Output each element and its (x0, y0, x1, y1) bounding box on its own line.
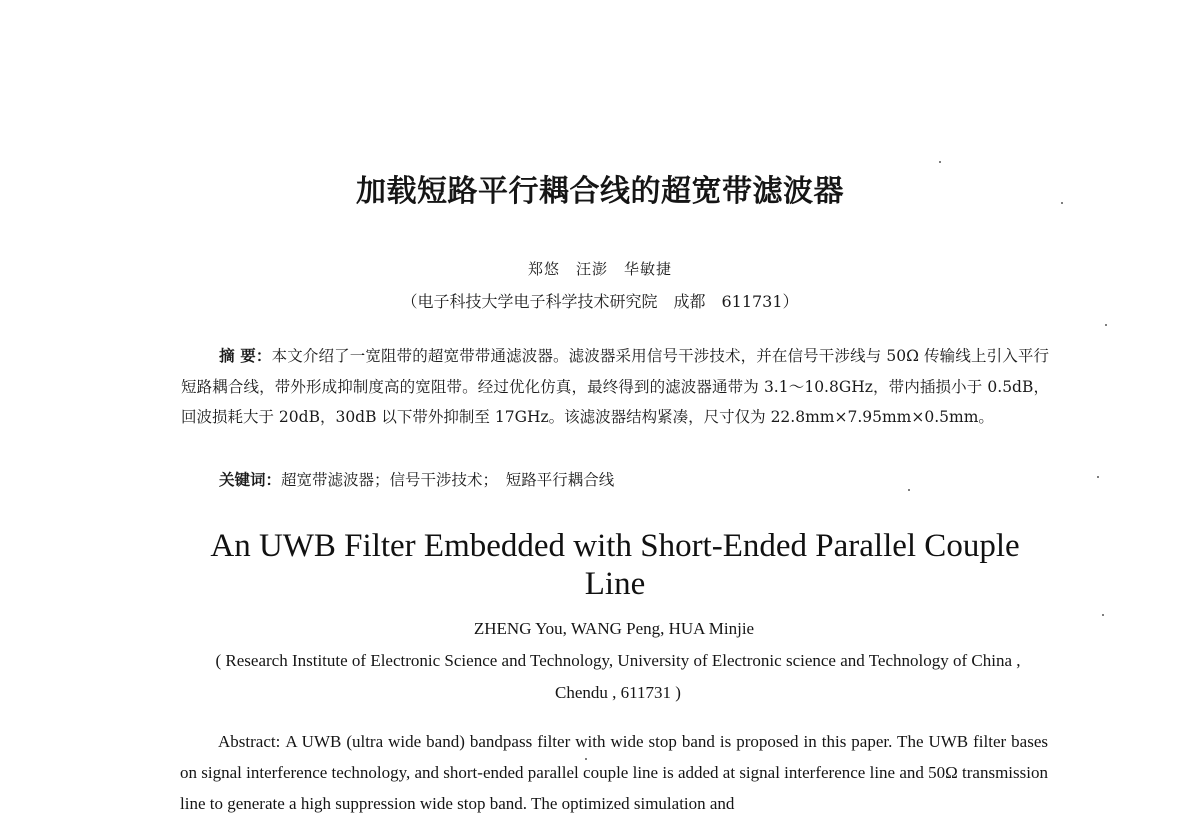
scan-speck (585, 758, 587, 760)
english-affiliation: ( Research Institute of Electronic Science and Technology, University of Electronic science and Technology of China , Chendu , 611731 ) (215, 651, 1021, 702)
chinese-abstract-label: 摘 要： (219, 347, 272, 365)
chinese-authors: 郑悠 汪澎 华敏捷 (527, 260, 672, 278)
chinese-title: 加载短路平行耦合线的超宽带滤波器 (356, 174, 844, 209)
english-title: An UWB Filter Embedded with Short-Ended Parallel Couple Line (210, 528, 1020, 602)
chinese-keywords-text: 超宽带滤波器；信号干涉技术； 短路平行耦合线 (281, 471, 615, 489)
chinese-abstract (181, 341, 1049, 433)
chinese-affiliation: （电子科技大学电子科学技术研究院 成都 611731） (401, 292, 799, 311)
english-authors: ZHENG You, WANG Peng, HUA Minjie (473, 619, 755, 638)
english-abstract-text: A UWB (ultra wide band) bandpass filter with wide stop band is proposed in this paper. The UWB filter bases on signal interference technology, and short-ended parallel couple line is added at signal interference line and 50Ω transmission line to generate a high suppression wide stop band. The optimized simulation and (180, 732, 1049, 813)
scan-speck (908, 489, 910, 491)
chinese-keywords-label: 关键词： (219, 471, 282, 489)
english-abstract (180, 726, 1048, 819)
scan-speck (1097, 476, 1099, 478)
english-abstract-label: Abstract: (218, 732, 281, 751)
chinese-abstract-text: 本文介绍了一宽阻带的超宽带带通滤波器。滤波器采用信号干涉技术，并在信号干涉线与 50Ω 传输线上引入平行短路耦合线，带外形成抑制度高的宽阻带。经过优化仿真，最终得到的滤波器通带为 3.1～10.8GHz，带内插损小于 0.5dB，回波损耗大于 20dB，30dB 以下带外抑制至 17GHz。该滤波器结构紧凑，尺寸仅为 22.8mm×7.95mm×0.5mm。 (181, 347, 1049, 426)
chinese-keywords (219, 468, 614, 490)
scan-speck (1102, 614, 1104, 616)
scan-speck (939, 161, 941, 163)
scan-speck (1105, 324, 1107, 326)
scan-speck (1061, 202, 1063, 204)
